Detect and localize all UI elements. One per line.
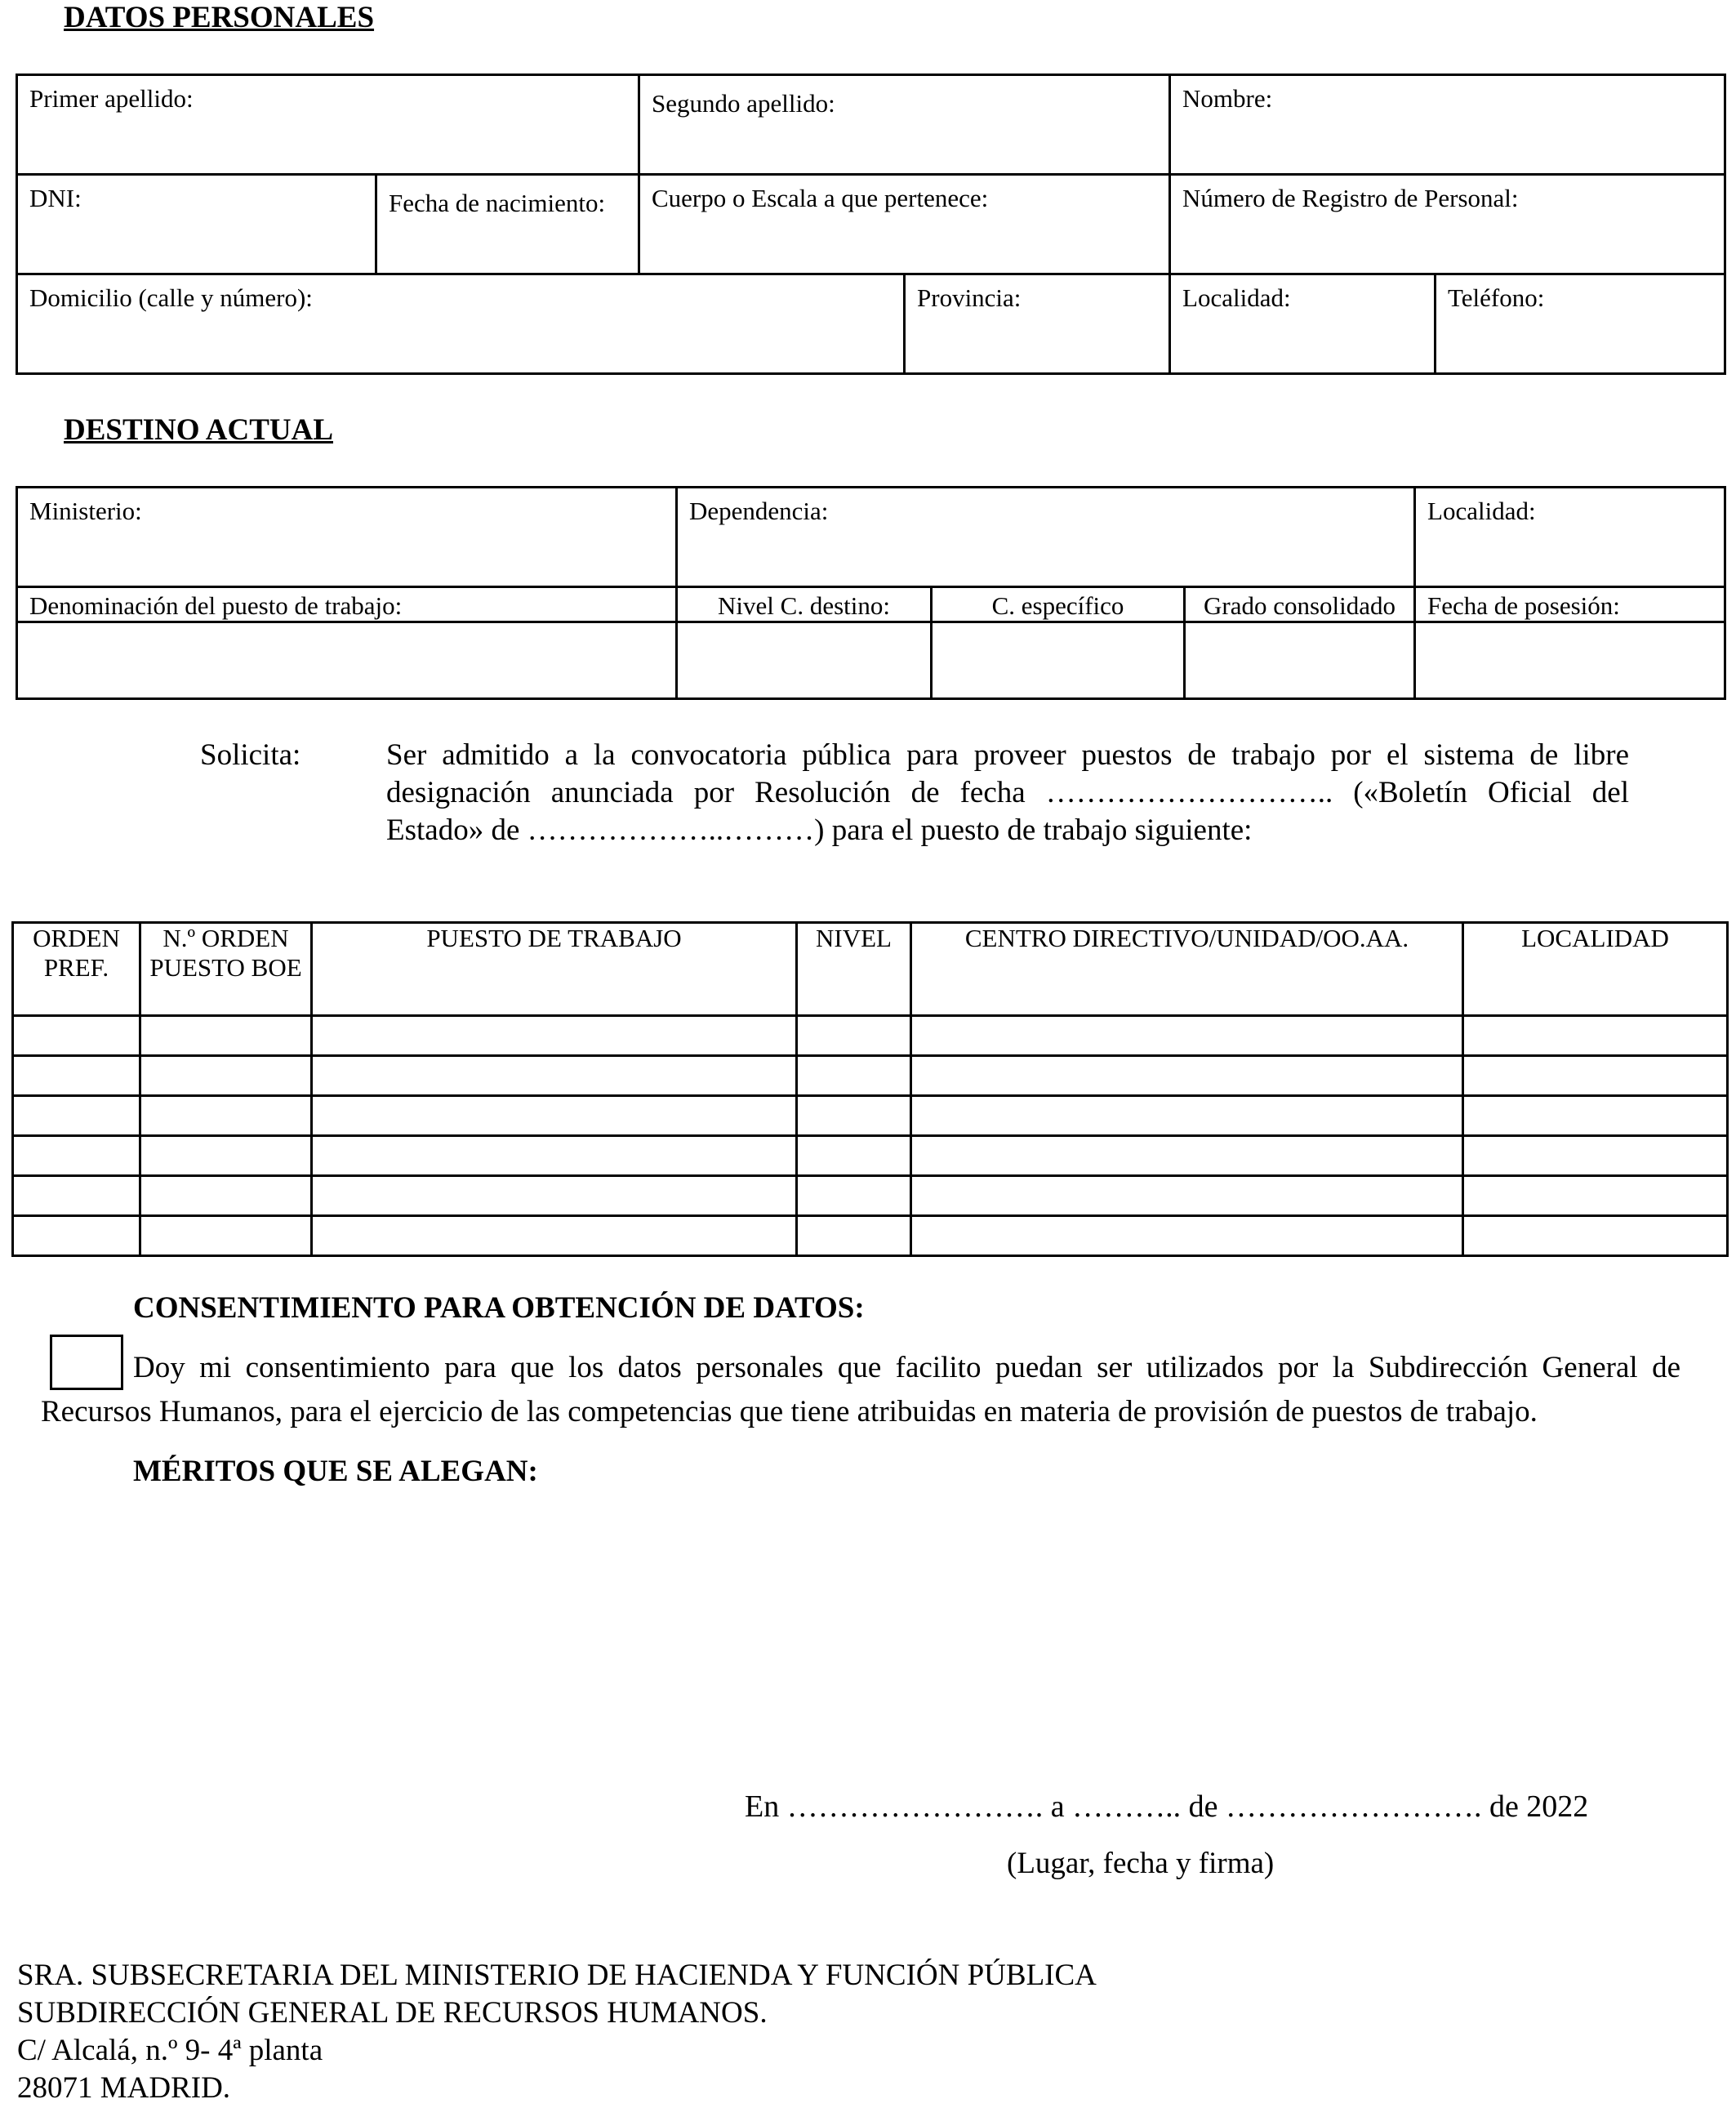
grado-header: [1185, 587, 1415, 622]
table-cell[interactable]: [13, 1016, 140, 1056]
localidad-destino-label: Localidad:: [1427, 497, 1536, 525]
table-row: [13, 1136, 1728, 1176]
denominacion-input-cell[interactable]: [17, 622, 677, 699]
dni-label: DNI:: [29, 184, 82, 212]
solicita-label: Solicita:: [200, 738, 301, 772]
destinatario-line-2: SUBDIRECCIÓN GENERAL DE RECURSOS HUMANOS.: [17, 1996, 768, 2030]
table-cell[interactable]: [312, 1056, 797, 1096]
meritos-heading: MÉRITOS QUE SE ALEGAN:: [133, 1455, 538, 1488]
provincia-label: Provincia:: [917, 283, 1022, 312]
table-cell[interactable]: [797, 1176, 911, 1216]
localidad-label: Localidad:: [1182, 283, 1291, 312]
localidad-destino-field[interactable]: [1415, 488, 1725, 587]
table-cell[interactable]: [797, 1216, 911, 1256]
solicita-text: [386, 737, 1629, 849]
segundo-apellido-label: Segundo apellido:: [652, 89, 835, 118]
col-puesto-trabajo: PUESTO DE TRABAJO: [312, 923, 797, 1016]
primer-apellido-field[interactable]: [17, 75, 639, 175]
fecha-nacimiento-field[interactable]: [376, 175, 639, 274]
telefono-field[interactable]: [1436, 274, 1725, 374]
table-cell[interactable]: [312, 1016, 797, 1056]
col-orden-pref: ORDEN PREF.: [13, 923, 140, 1016]
dni-field[interactable]: [17, 175, 376, 274]
table-cell[interactable]: [1463, 1056, 1728, 1096]
table-cell[interactable]: [140, 1096, 312, 1136]
primer-apellido-label: Primer apellido:: [29, 84, 194, 113]
denominacion-header: [17, 587, 677, 622]
domicilio-field[interactable]: [17, 274, 905, 374]
table-cell[interactable]: [1463, 1216, 1728, 1256]
table-cell[interactable]: [13, 1216, 140, 1256]
fecha-posesion-header: [1415, 587, 1725, 622]
fecha-posesion-label: Fecha de posesión:: [1427, 591, 1620, 620]
table-cell[interactable]: [312, 1136, 797, 1176]
grado-label: Grado consolidado: [1203, 591, 1396, 620]
table-cell[interactable]: [13, 1096, 140, 1136]
nrp-label: Número de Registro de Personal:: [1182, 184, 1519, 212]
table-cell[interactable]: [911, 1176, 1463, 1216]
denominacion-label: Denominación del puesto de trabajo:: [29, 591, 403, 620]
grado-input-cell[interactable]: [1185, 622, 1415, 699]
segundo-apellido-field[interactable]: [639, 75, 1170, 175]
consentimiento-line-2: Recursos Humanos, para el ejercicio de las competencias que tiene atribuidas en materia de provisión de puestos de trabajo.: [41, 1395, 1538, 1428]
destinatario-line-1: SRA. SUBSECRETARIA DEL MINISTERIO DE HACIENDA Y FUNCIÓN PÚBLICA: [17, 1959, 1097, 1992]
nombre-field[interactable]: [1170, 75, 1725, 175]
especifico-header: [932, 587, 1185, 622]
table-cell[interactable]: [911, 1136, 1463, 1176]
table-cell[interactable]: [911, 1056, 1463, 1096]
solicita-line-2: designación anunciada por Resolución de fecha ……………………….. («Boletín Oficial del: [386, 776, 1629, 809]
table-cell[interactable]: [13, 1176, 140, 1216]
table-cell[interactable]: [911, 1096, 1463, 1136]
table-cell[interactable]: [13, 1056, 140, 1096]
table-cell[interactable]: [140, 1176, 312, 1216]
table-cell[interactable]: [312, 1096, 797, 1136]
table-cell[interactable]: [911, 1016, 1463, 1056]
destino-actual-table: [16, 486, 1726, 700]
datos-personales-heading: DATOS PERSONALES: [64, 1, 375, 34]
ministerio-label: Ministerio:: [29, 497, 142, 525]
cuerpo-escala-field[interactable]: [639, 175, 1170, 274]
especifico-input-cell[interactable]: [932, 622, 1185, 699]
provincia-field[interactable]: [905, 274, 1170, 374]
table-cell[interactable]: [140, 1016, 312, 1056]
destino-actual-heading: DESTINO ACTUAL: [64, 413, 334, 447]
cuerpo-escala-label: Cuerpo o Escala a que pertenece:: [652, 184, 989, 212]
table-cell[interactable]: [797, 1096, 911, 1136]
table-row: [13, 1096, 1728, 1136]
table-cell[interactable]: [1463, 1176, 1728, 1216]
table-cell[interactable]: [140, 1056, 312, 1096]
fecha-nacimiento-label: Fecha de nacimiento:: [389, 189, 606, 217]
destinatario-block: [17, 1957, 1097, 2107]
fecha-posesion-input-cell[interactable]: [1415, 622, 1725, 699]
col-centro-directivo: CENTRO DIRECTIVO/UNIDAD/OO.AA.: [911, 923, 1463, 1016]
nombre-label: Nombre:: [1182, 84, 1273, 113]
table-cell[interactable]: [797, 1016, 911, 1056]
table-cell[interactable]: [1463, 1096, 1728, 1136]
table-row: [13, 1216, 1728, 1256]
table-cell[interactable]: [1463, 1136, 1728, 1176]
table-cell[interactable]: [140, 1216, 312, 1256]
destinatario-line-3: C/ Alcalá, n.º 9- 4ª planta: [17, 2034, 323, 2067]
table-row: [13, 1016, 1728, 1056]
firma-line: En ……………………. a ……….. de ……………………. de 2022: [745, 1789, 1589, 1824]
table-cell[interactable]: [312, 1216, 797, 1256]
table-row: [13, 1176, 1728, 1216]
puestos-header-row: [13, 923, 1728, 1016]
nrp-field[interactable]: [1170, 175, 1725, 274]
meritos-area[interactable]: [133, 1503, 1685, 1772]
dependencia-label: Dependencia:: [689, 497, 829, 525]
telefono-label: Teléfono:: [1448, 283, 1545, 312]
localidad-field[interactable]: [1170, 274, 1436, 374]
col-nivel: NIVEL: [797, 923, 911, 1016]
consent-checkbox[interactable]: [50, 1335, 123, 1390]
col-localidad: LOCALIDAD: [1463, 923, 1728, 1016]
table-cell[interactable]: [797, 1056, 911, 1096]
destinatario-line-4: 28071 MADRID.: [17, 2071, 231, 2105]
consentimiento-heading: CONSENTIMIENTO PARA OBTENCIÓN DE DATOS:: [133, 1291, 865, 1325]
firma-caption: (Lugar, fecha y firma): [1007, 1847, 1275, 1880]
table-cell[interactable]: [1463, 1016, 1728, 1056]
especifico-label: C. específico: [991, 591, 1124, 620]
table-cell[interactable]: [911, 1216, 1463, 1256]
table-cell[interactable]: [13, 1136, 140, 1176]
nivel-label: Nivel C. destino:: [718, 591, 890, 620]
table-cell[interactable]: [140, 1136, 312, 1176]
table-row: [13, 1056, 1728, 1096]
dependencia-field[interactable]: [677, 488, 1415, 587]
nivel-input-cell[interactable]: [677, 622, 932, 699]
ministerio-field[interactable]: [17, 488, 677, 587]
puestos-table: [11, 921, 1729, 1257]
solicita-line-1: Ser admitido a la convocatoria pública para proveer puestos de trabajo por el sistema de libre: [386, 738, 1629, 772]
domicilio-label: Domicilio (calle y número):: [29, 283, 313, 312]
table-cell[interactable]: [797, 1136, 911, 1176]
consentimiento-line-1: Doy mi consentimiento para que los datos personales que facilito puedan ser utilizados por la Subdirección General de: [133, 1351, 1680, 1384]
datos-personales-table: [16, 74, 1726, 375]
table-cell[interactable]: [312, 1176, 797, 1216]
col-n-orden-boe: N.º ORDEN PUESTO BOE: [140, 923, 312, 1016]
nivel-header: [677, 587, 932, 622]
solicita-line-3: Estado» de ………………..………) para el puesto de trabajo siguiente:: [386, 813, 1253, 847]
